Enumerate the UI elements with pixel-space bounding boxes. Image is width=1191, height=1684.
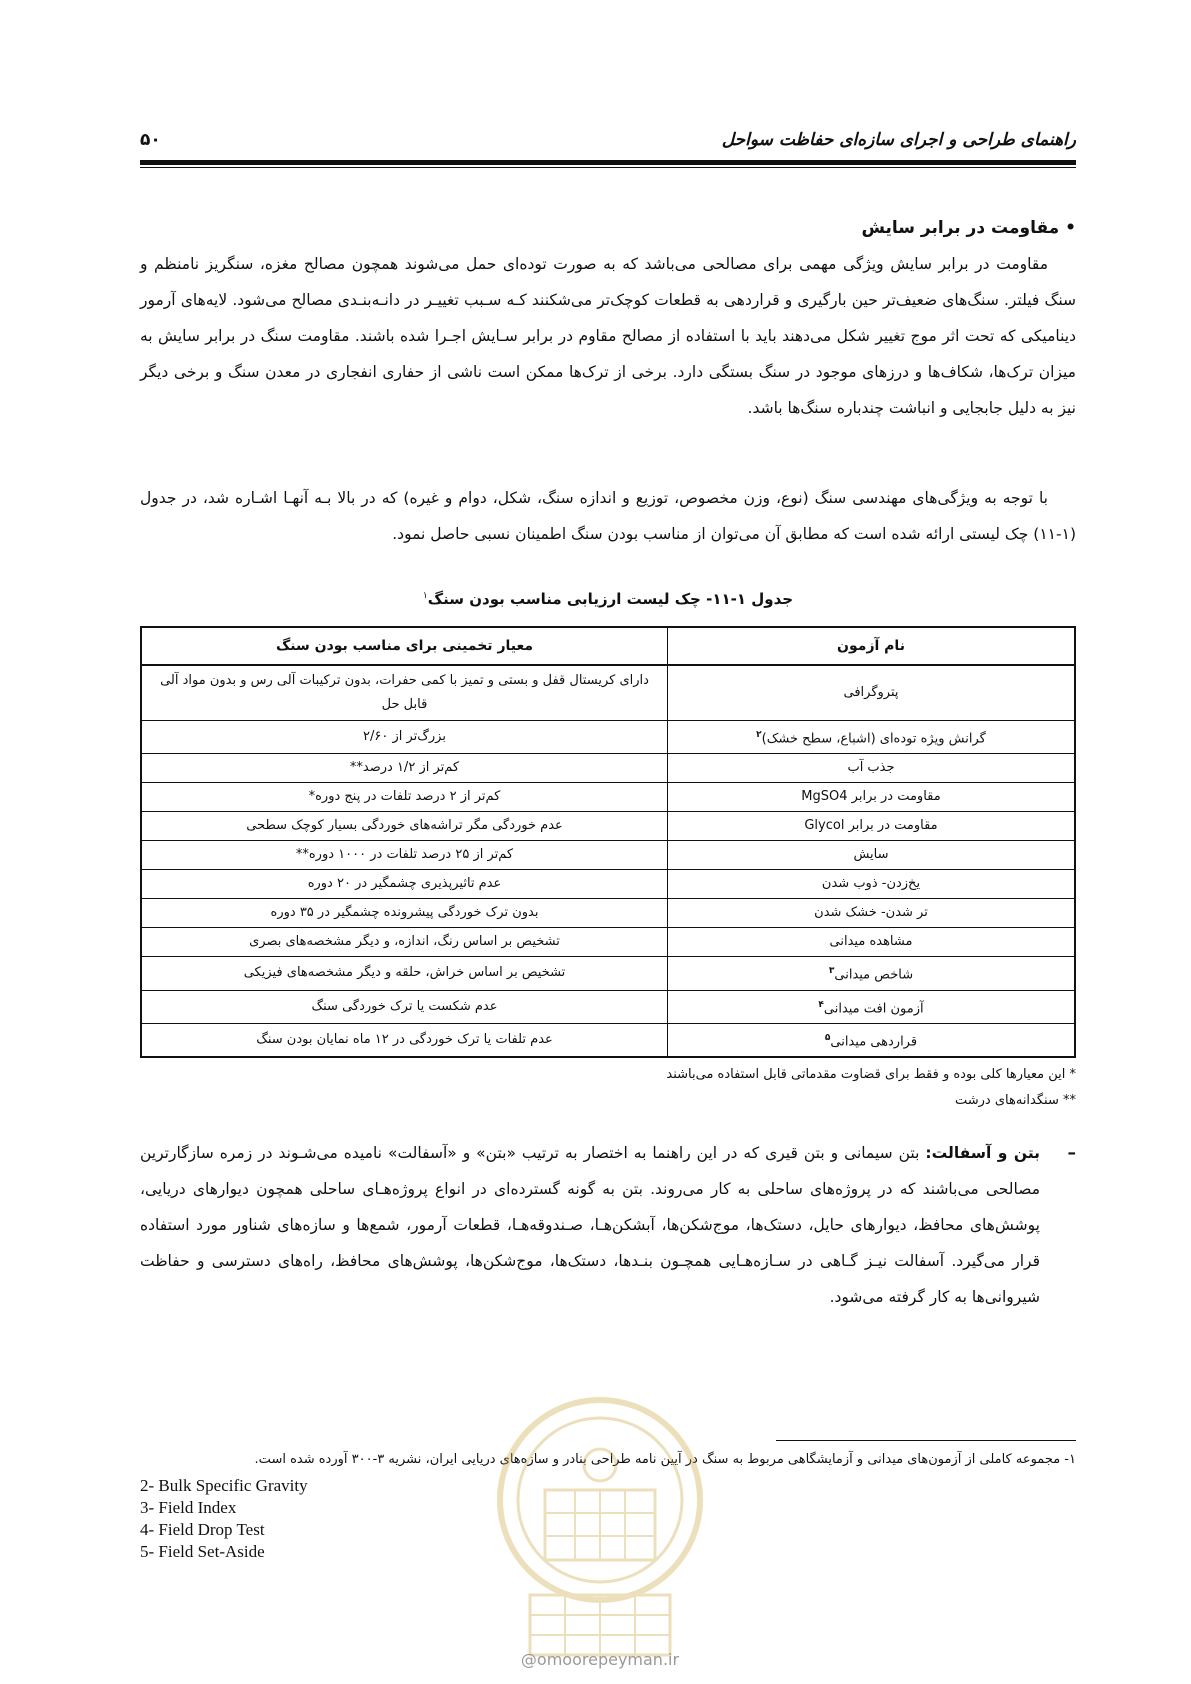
footnote-4: 4- Field Drop Test (140, 1520, 265, 1539)
cell-test-name (668, 665, 1076, 721)
test-name-text: شاخص میدانی (834, 967, 914, 983)
test-name-text: سایش (853, 847, 889, 863)
cell-test-name (668, 841, 1076, 870)
table-caption (140, 590, 1076, 608)
table-caption-footnote-ref: ۱ (422, 591, 428, 601)
cell-test-name (668, 783, 1076, 812)
test-name-text: مقاومت در برابر Glycol (804, 818, 938, 834)
test-name-text: تر شدن- خشک شدن (814, 905, 928, 921)
test-name-text: مشاهده میدانی (829, 934, 913, 950)
test-name-text: آزمون افت میدانی (823, 1000, 924, 1016)
table-row (141, 928, 1075, 957)
cell-criterion: بزرگ‌تر از ۲/۶۰ (141, 721, 668, 754)
paragraph-abrasion (140, 246, 1076, 426)
test-name-text: مقاومت در برابر MgSO4 (801, 789, 941, 805)
table-row (141, 990, 1075, 1023)
header-title: راهنمای طراحی و اجرای سازه‌ای حفاظت سواحل (721, 130, 1076, 150)
test-name-text: قراردهی میدانی (830, 1034, 918, 1050)
footnote-3: 3- Field Index (140, 1498, 237, 1517)
header-rule-thin (140, 167, 1076, 168)
table-row (141, 783, 1075, 812)
test-footnote-ref: ۴ (818, 999, 824, 1010)
cell-criterion: تشخیص بر اساس رنگ، اندازه، و دیگر مشخصه‌های بصری (141, 928, 668, 957)
table-note-1: * این معیارها کلی بوده و فقط برای قضاوت مقدماتی قابل استفاده می‌باشند (666, 1067, 1076, 1082)
cell-test-name (668, 812, 1076, 841)
cell-criterion: عدم تاثیرپذیری چشمگیر در ۲۰ دوره (141, 870, 668, 899)
table-row (141, 754, 1075, 783)
cell-criterion: عدم شکست یا ترک خوردگی سنگ (141, 990, 668, 1023)
cell-criterion: عدم خوردگی مگر تراشه‌های خوردگی بسیار کوچک سطحی (141, 812, 668, 841)
table-row (141, 721, 1075, 754)
table-body (141, 665, 1075, 1057)
test-name-text: جذب آب (847, 760, 895, 776)
table-header-row (141, 627, 1075, 665)
cell-test-name (668, 1023, 1076, 1057)
test-name-text: پتروگرافی (843, 685, 899, 700)
test-name-text: گرانش ویژه توده‌ای (اشباع، سطح خشک) (761, 731, 986, 747)
header-criterion: معیار تخمینی برای مناسب بودن سنگ (141, 627, 668, 665)
footnote-rule (776, 1440, 1076, 1441)
table-note-2: ** سنگدانه‌های درشت (955, 1093, 1076, 1108)
table-row (141, 899, 1075, 928)
section-heading: • مقاومت در برابر سایش (861, 218, 1076, 238)
table-row (141, 841, 1075, 870)
paragraph-concrete (140, 1135, 1040, 1315)
bullet-dash: – (1067, 1143, 1076, 1163)
cell-criterion: کم‌تر از ۱/۲ درصد** (141, 754, 668, 783)
paragraph-checklist-intro (140, 480, 1076, 552)
footnote-5: 5- Field Set-Aside (140, 1542, 265, 1561)
cell-test-name (668, 899, 1076, 928)
cell-criterion: بدون ترک خوردگی پیشرونده چشمگیر در ۳۵ دوره (141, 899, 668, 928)
test-footnote-ref: ۵ (824, 1032, 831, 1043)
table-row (141, 812, 1075, 841)
concrete-lead: بتن و آسفالت: (925, 1144, 1040, 1162)
header-test: نام آزمون (668, 627, 1076, 665)
cell-criterion: تشخیص بر اساس خراش، حلقه و دیگر مشخصه‌های فیزیکی (141, 957, 668, 990)
concrete-text: بتن سیمانی و بتن قیری که در این راهنما به اختصار به ترتیب «بتن» و «آسفالت» نامیده می‌شـوند در زمره سازگارترین مصالحی می‌باشند که در پروژه‌های ساحلی به کار می‌روند. بتن به گونه گسترده‌ای در انواع پروژه‌هـای ساحلی همچون دیوارهای دریایی، پوشش‌های محافظ، دیوارهای حایل، دستک‌ها، موج‌شکن‌ها، آبشکن‌هـا، صـندوقه‌هـا، قطعات آرمور، شمع‌ها و سازه‌های شناور مورد استفاده قرار می‌گیرد. آسفالت نیـز گـاهی در سـازه‌هـایی همچـون بنـدها، دستک‌ها، موج‌شکن‌ها، پوشش‌های محافظ، راه‌های دسترسی و حفاظت شیروانی‌ها به کار گرفته می‌شود. (140, 1144, 1040, 1306)
paragraph-abrasion-text: مقاومت در برابر سایش ویژگی مهمی برای مصالحی می‌باشد که به صورت توده‌ای حمل می‌شوند همچون مصالح مغزه، سنگریز نامنظم و سنگ فیلتر. سنگ‌های ضعیف‌تر حین بارگیری و قراردهی به قطعات کوچک‌تر می‌شکنند کـه سـبب تغییـر در دانـه‌بنـدی مصالح می‌شود. لایه‌های آرمور دینامیکی که تحت اثر موج تغییر شکل می‌دهند باید با استفاده از مصالح مقاوم در برابر سـایش اجـرا شده باشند. مقاومت سنگ در برابر سایش به میزان ترک‌ها، شکاف‌ها و درزهای موجود در سنگ بستگی دارد. برخی از ترک‌ها ممکن است ناشی از حفاری انفجاری در معدن سنگ و برخی دیگر نیز به دلیل جابجایی و انباشت چندباره سنگ‌ها باشد. (140, 255, 1076, 417)
cell-criterion: دارای کریستال قفل و بستی و تمیز با کمی حفرات، بدون ترکیبات آلی رس و بدون مواد آلی قابل حل (141, 665, 668, 721)
cell-criterion: کم‌تر از ۲۵ درصد تلفات در ۱۰۰۰ دوره** (141, 841, 668, 870)
test-footnote-ref: ۳ (828, 966, 835, 977)
watermark-text: @omoorepeyman.ir (520, 1650, 680, 1669)
table-row (141, 957, 1075, 990)
cell-criterion: عدم تلفات یا ترک خوردگی در ۱۲ ماه نمایان بودن سنگ (141, 1023, 668, 1057)
cell-test-name (668, 721, 1076, 754)
header-rule (140, 160, 1076, 165)
seal-icon (490, 1380, 710, 1670)
rock-checklist-table (140, 626, 1076, 1058)
cell-test-name (668, 990, 1076, 1023)
cell-test-name (668, 870, 1076, 899)
cell-criterion: کم‌تر از ۲ درصد تلفات در پنج دوره* (141, 783, 668, 812)
table-caption-text: جدول ۱-۱۱- چک لیست ارزیابی مناسب بودن سنگ (427, 590, 794, 608)
paragraph-checklist-text: با توجه به ویژگی‌های مهندسی سنگ (نوع، وزن مخصوص، توزیع و اندازه سنگ، شکل، دوام و غیره) که در بالا بـه آنهـا اشـاره شد، در جدول (۱-۱۱) چک لیستی ارائه شده است که مطابق آن می‌توان از مناسب بودن سنگ اطمینان نسبی حاصل نمود. (140, 489, 1076, 543)
test-name-text: یخ‌زدن- ذوب شدن (821, 876, 921, 892)
cell-test-name (668, 928, 1076, 957)
table-row (141, 1023, 1075, 1057)
test-footnote-ref: ۲ (756, 730, 762, 740)
page-number: ۵۰ (140, 130, 161, 150)
table-row (141, 665, 1075, 721)
cell-test-name (668, 754, 1076, 783)
footnote-2: 2- Bulk Specific Gravity (140, 1476, 308, 1495)
cell-test-name (668, 957, 1076, 990)
table-row (141, 870, 1075, 899)
footnote-1: ۱- مجموعه کاملی از آزمون‌های میدانی و آزمایشگاهی مربوط به سنگ در آیین نامه طراحی بنادر و سازه‌های دریایی ایران، نشریه ۳-۳۰۰ آورده شده است. (254, 1452, 1076, 1467)
